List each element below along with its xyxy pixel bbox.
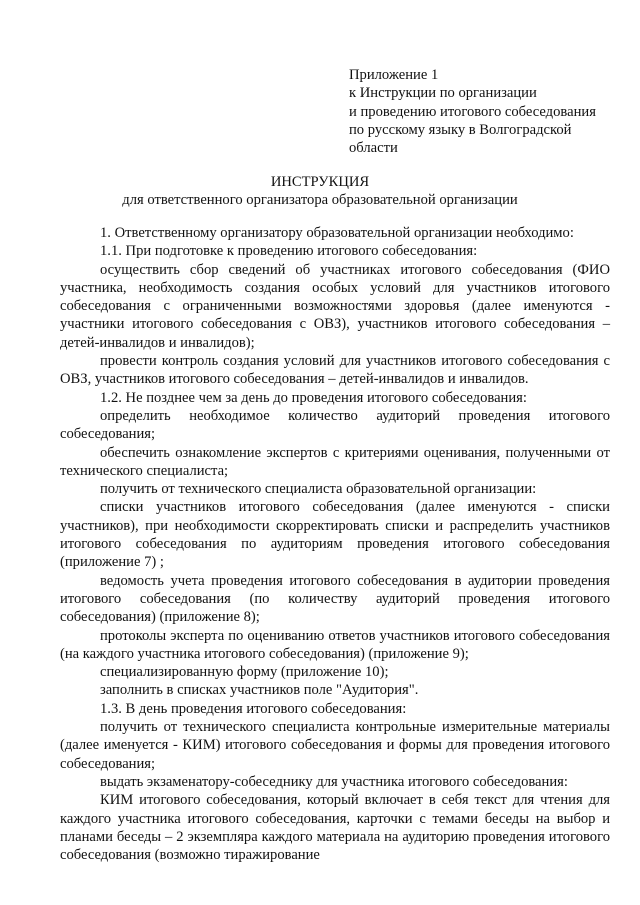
paragraph: получить от технического специалиста образовательной организации: xyxy=(100,481,537,498)
paragraph: обеспечить ознакомление экспертов с критериями оценивания, полученными от технического специалиста; xyxy=(60,444,610,479)
paragraph: специализированную форму (приложение 10); xyxy=(100,664,389,681)
paragraph: 1.2. Не позднее чем за день до проведения итогового собеседования: xyxy=(100,389,527,406)
appendix-line: к Инструкции по организации xyxy=(349,85,537,102)
paragraph: 1.1. При подготовке к проведению итогового собеседования: xyxy=(100,243,478,260)
appendix-line: по русскому языку в Волгоградской xyxy=(349,121,572,138)
paragraph: протоколы эксперта по оцениванию ответов участников итогового собеседования (на каждого участника итогового собеседования) (приложение 9); xyxy=(60,627,610,662)
paragraph: провести контроль создания условий для участников итогового собеседования с ОВЗ, участников итогового собеседования – детей-инвалидов и инвалидов. xyxy=(60,353,610,388)
document-title: ИНСТРУКЦИЯ xyxy=(270,174,370,190)
paragraph: выдать экзаменатору-собеседнику для участника итогового собеседования: xyxy=(100,773,568,790)
paragraph: списки участников итогового собеседования (далее именуются - списки участников), при необходимости скорректировать списки и распределить участников итогового собеседования по аудиториям проведения итогового собеседования (приложение 7) ; xyxy=(60,499,610,571)
paragraph: ведомость учета проведения итогового собеседования в аудитории проведения итогового собеседования (по количеству аудиторий проведения итогового собеседования) (приложение 8); xyxy=(60,572,610,626)
paragraph: КИМ итогового собеседования, который включает в себя текст для чтения для каждого участника итогового собеседования, карточки с темами беседы на выбор и планами беседы – 2 экземпляра каждого материала на аудиторию проведения итогового собеседования (возможно тиражирование xyxy=(60,792,610,864)
paragraph: получить от технического специалиста контрольные измерительные материалы (далее именуется - КИМ) итогового собеседования и формы для проведения итогового собеседования; xyxy=(60,719,610,772)
paragraph: 1. Ответственному организатору образовательной организации необходимо: xyxy=(100,225,574,241)
appendix-header xyxy=(349,66,619,157)
paragraph: 1.3. В день проведения итогового собеседования: xyxy=(100,700,407,717)
appendix-line: Приложение 1 xyxy=(349,67,439,83)
appendix-line: и проведению итогового собеседования xyxy=(349,103,596,120)
paragraph: заполнить в списках участников поле "Аудитория". xyxy=(100,682,419,699)
document-body xyxy=(60,224,610,864)
paragraph: определить необходимое количество аудиторий проведения итогового собеседования; xyxy=(60,407,610,443)
document-subtitle: для ответственного организатора образовательной организации xyxy=(122,192,518,208)
appendix-line: области xyxy=(349,140,398,157)
paragraph: осуществить сбор сведений об участниках итогового собеседования (ФИО участника, необходимость создания особых условий для участников итогового собеседования с ограниченными возможностями здоровья (далее именуются - участники итогового собеседования с ОВЗ), участников итогового собеседования – детей-инвалидов и инвалидов); xyxy=(60,261,610,351)
